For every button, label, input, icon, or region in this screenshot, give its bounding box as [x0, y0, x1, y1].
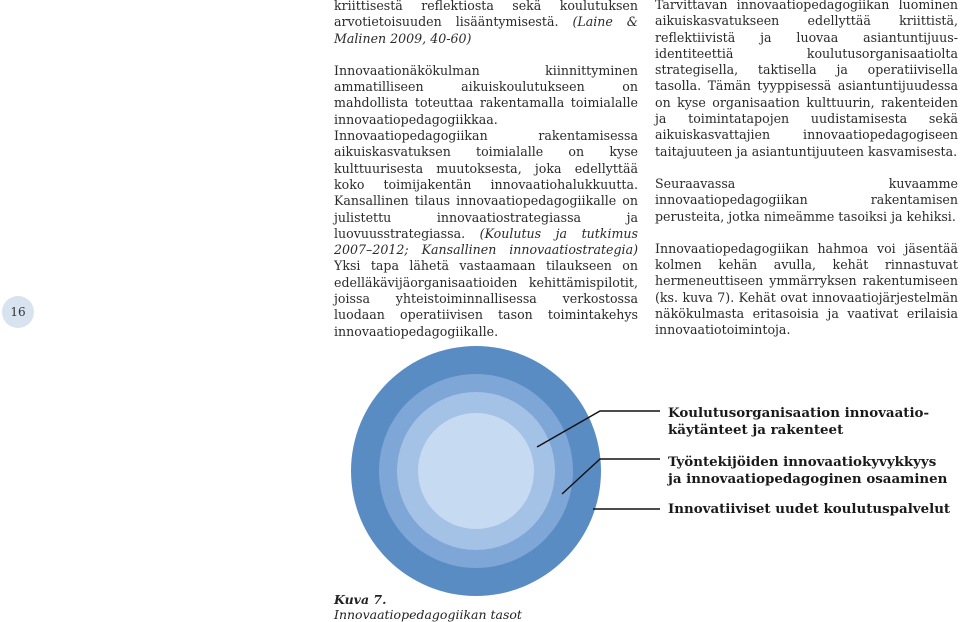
label-organisation-practices: Koulutusorganisaation innovaatio- käytänteet ja rakenteet	[668, 405, 930, 438]
left-p2-text-b: Yksi tapa lähetä vastaamaan tilaukseen on edelläkävijäorganisaatioiden kehittämispilotit, joissa yhteistoiminnallisessa verkostossa luodaan operatiivisen tason toimintakehys innovaatiopedagogiikalle.	[334, 258, 638, 339]
right-paragraph-3: Innovaatiopedagogiikan hahmoa voi jäsentää kolmen kehän avulla, kehät rinnastuvat hermeneuttiseen ymmärryksen rakentumiseen (ks. kuva 7). Kehät ovat innovaatiojärjestelmän näkökulmasta eritasoisia ja vaativat erilaisia innovaatiotoimintoja.	[655, 240, 958, 338]
right-paragraph-2: Seuraavassa kuvaamme innovaatiopedagogiikan rakentamisen perusteita, jotka nimeämme tasoiksi ja kehiksi.	[655, 175, 958, 224]
page-number: 16	[10, 305, 26, 319]
label-new-services: Innovatiiviset uudet koulutuspalvelut	[668, 501, 951, 517]
caption-text: Innovaatiopedagogiikan tasot	[334, 607, 522, 622]
caption-title: Kuva 7.	[334, 592, 387, 607]
right-paragraph-1: Tarvittavan innovaatiopedagogiikan luominen aikuiskasvatukseen edellyttää kriittistä, reflektiivistä ja luovaa asiantuntijuus-identiteettiä koulutusorganisaatiolta strategisella, taktisella ja operatiivisella tasolla. Tämän tyyppisessä asiantuntijuudessa on kyse organisaation kulttuurin, rakenteiden ja toimintatapojen uudistamisesta sekä aikuiskasvattajien innovaatiopedagogiseen taitajuuteen ja asiantuntijuuteen kasvamisesta.	[655, 0, 958, 159]
left-p2-text-a: Innovaationäkökulman kiinnittyminen ammatilliseen aikuiskoulutukseen on mahdollista toteuttaa rakentamalla toimialalle innovaatiopedagogiikkaa. Innovaatiopedagogiikan rakentamisessa aikuiskasvatuksen toimialalle on kyse kulttuurisesta muutoksesta, joka edellyttää koko toimijakentän innovaatiohalukkuutta. Kansallinen tilaus innovaatiopedagogiikalle on julistettu innovaatiostrategiassa ja luovuusstrategiassa.	[334, 62, 638, 241]
left-p1-text: kriittisestä reflektiosta sekä koulutuksen arvotietoisuuden lisääntymisestä.	[334, 0, 638, 30]
ring-core	[418, 413, 534, 529]
figure-caption	[334, 592, 522, 622]
left-p1-citation: (Laine & Malinen 2009, 40-60)	[334, 14, 638, 46]
left-p2-citation: (Koulutus ja tutkimus 2007–2012; Kansallinen innovaatiostrategia)	[334, 225, 638, 258]
label-employee-capability: Työntekijöiden innovaatiokyvykkyys ja innovaatiopedagoginen osaaminen	[668, 454, 948, 487]
